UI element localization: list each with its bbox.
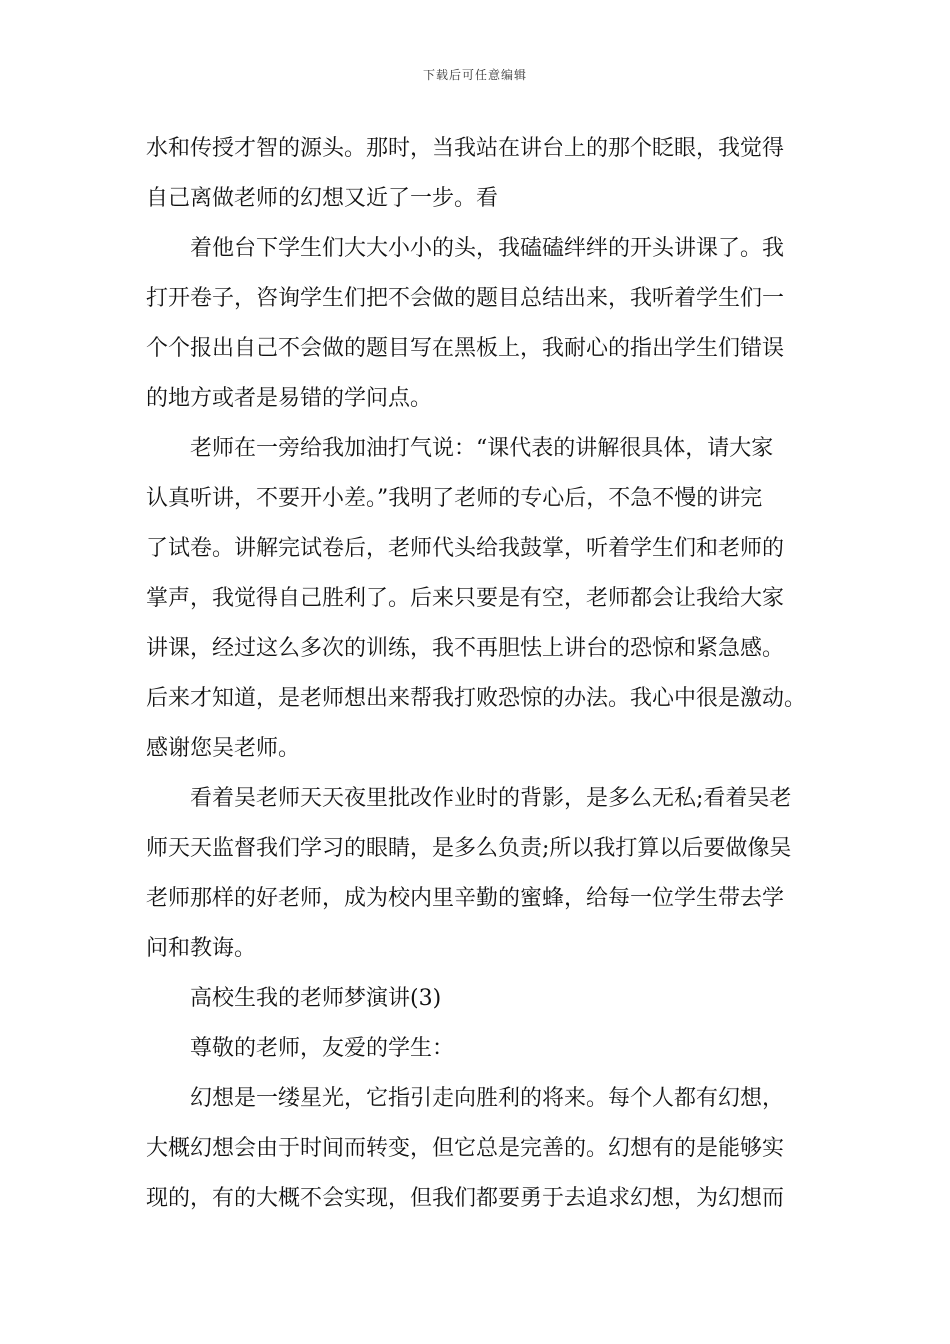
text-line-20: 幻想是一缕星光，它指引走向胜利的将来。每个人都有幻想， xyxy=(190,1086,785,1111)
text-line-1: 水和传授才智的源头。那时，当我站在讲台上的那个眨眼，我觉得 xyxy=(146,136,785,161)
salutation: 尊敬的老师，友爱的学生： xyxy=(190,1036,455,1061)
text-line-9: 了试卷。讲解完试卷后，老师代头给我鼓掌，听着学生们和老师的 xyxy=(146,536,785,561)
text-line-6: 的地方或者是易错的学问点。 xyxy=(146,386,433,411)
section-heading: 高校生我的老师梦演讲(3) xyxy=(190,986,442,1011)
text-line-13: 感谢您吴老师。 xyxy=(146,736,301,761)
text-line-11: 讲课，经过这么多次的训练，我不再胆怯上讲台的恐惊和紧急感。 xyxy=(146,636,785,661)
text-line-16: 老师那样的好老师，成为校内里辛勤的蜜蜂，给每一位学生带去学 xyxy=(146,886,785,911)
text-line-17: 问和教诲。 xyxy=(146,936,257,961)
text-line-15: 师天天监督我们学习的眼睛，是多么负责;所以我打算以后要做像吴 xyxy=(146,836,792,861)
text-line-10: 掌声，我觉得自己胜利了。后来只要是有空，老师都会让我给大家 xyxy=(146,586,785,611)
text-line-7: 老师在一旁给我加油打气说：“课代表的讲解很具体，请大家 xyxy=(190,436,774,461)
page-header: 下载后可任意编辑 xyxy=(422,68,527,82)
text-line-3: 着他台下学生们大大小小的头，我磕磕绊绊的开头讲课了。我 xyxy=(190,236,785,261)
text-line-12: 后来才知道，是老师想出来帮我打败恐惊的办法。我心中很是激动。 xyxy=(146,686,807,711)
text-line-2: 自己离做老师的幻想又近了一步。看 xyxy=(146,186,499,211)
document-body xyxy=(146,124,816,1224)
text-line-4: 打开卷子，咨询学生们把不会做的题目总结出来，我听着学生们一 xyxy=(146,286,785,311)
text-line-22: 现的，有的大概不会实现，但我们都要勇于去追求幻想，为幻想而 xyxy=(146,1186,785,1211)
text-line-21: 大概幻想会由于时间而转变，但它总是完善的。幻想有的是能够实 xyxy=(146,1136,785,1161)
text-line-5: 个个报出自己不会做的题目写在黑板上，我耐心的指出学生们错误 xyxy=(146,336,785,361)
text-line-8: 认真听讲，不要开小差。”我明了老师的专心后，不急不慢的讲完 xyxy=(146,486,763,511)
text-line-14: 看着吴老师天天夜里批改作业时的背影，是多么无私;看着吴老 xyxy=(190,786,792,811)
